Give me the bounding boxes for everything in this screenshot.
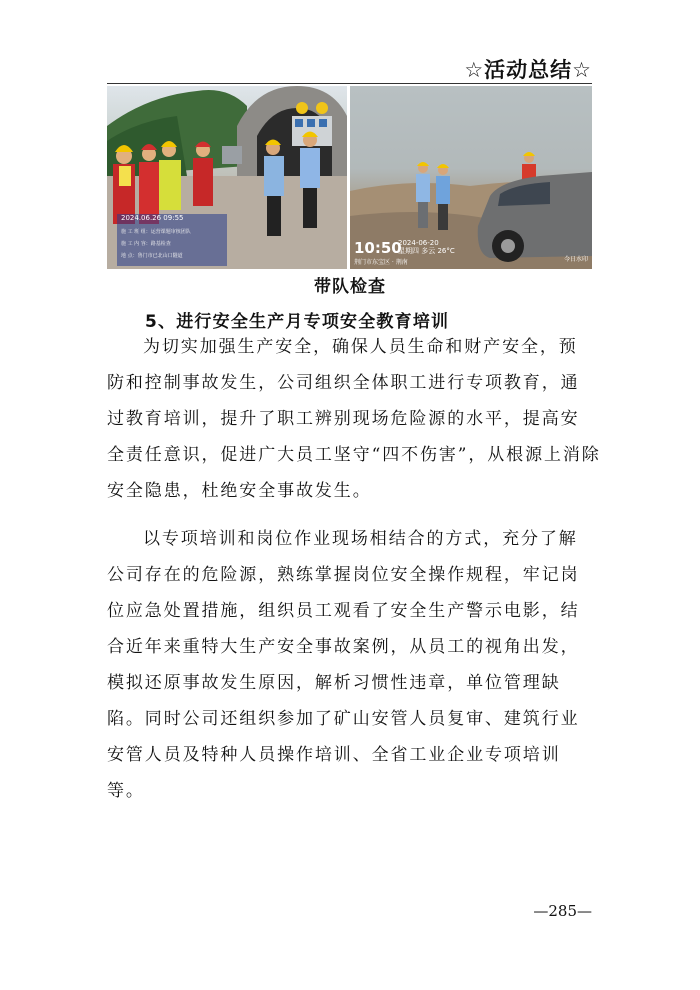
text-line: 公司存在的危险源，熟练掌握岗位安全操作规程，牢记岗: [107, 565, 580, 585]
card-line: 地 点：鲁门市已北山口隧道: [121, 253, 183, 259]
text-line: 等。: [107, 781, 145, 801]
stamp-location: 荆门市东宝区 · 荆南: [354, 259, 408, 266]
stamp-date: 2024-06-20: [398, 239, 439, 247]
text-line: 模拟还原事故发生原因，解析习惯性违章，单位管理缺: [107, 673, 561, 693]
text-line: 安全隐患，杜绝安全事故发生。: [107, 481, 372, 501]
text-line: 为切实加强生产安全，确保人员生命和财产安全，预: [143, 337, 578, 357]
paragraph-2: [107, 521, 593, 809]
stamp-time: 10:50: [354, 239, 402, 257]
header-rule: [107, 83, 592, 84]
card-date: 2024.06.26 09:55: [121, 214, 184, 222]
text-line: 位应急处置措施，组织员工观看了安全生产警示电影，结: [107, 601, 580, 621]
section-heading: 5、进行安全生产月专项安全教育培训: [145, 312, 450, 332]
card-line: 施 工 班 组：运营课题审核团队: [121, 229, 191, 235]
photo-caption: 带队检查: [314, 277, 386, 297]
text-line: 过教育培训，提升了职工辨别现场危险源的水平，提高安: [107, 409, 580, 429]
paragraph-1: [107, 329, 601, 509]
photo-info-card: [117, 214, 227, 266]
text-line: 安管人员及特种人员操作培训、全省工业企业专项培训: [107, 745, 561, 765]
text-line: 以专项培训和岗位作业现场相结合的方式，充分了解: [143, 529, 578, 549]
text-line: 防和控制事故发生，公司组织全体职工进行专项教育，通: [107, 373, 580, 393]
text-line: 全责任意识，促进广大员工坚守“四不伤害”，从根源上消除: [107, 445, 601, 465]
card-line: 施 工 内 容：路基检查: [121, 241, 171, 247]
text-line: 陷。同时公司还组织参加了矿山安管人员复审、建筑行业: [107, 709, 580, 729]
page-header-title: ☆活动总结☆: [464, 58, 592, 82]
page-number: —285—: [533, 902, 592, 920]
text-line: 合近年来重特大生产安全事故案例，从员工的视角出发，: [107, 637, 580, 657]
stamp-weekday-weather: 星期四 多云 26°C: [398, 247, 455, 255]
photo-tunnel-inspection: [107, 86, 347, 269]
photo-roadside-inspection: [350, 86, 592, 269]
stamp-brand: 今日水印: [563, 256, 588, 263]
